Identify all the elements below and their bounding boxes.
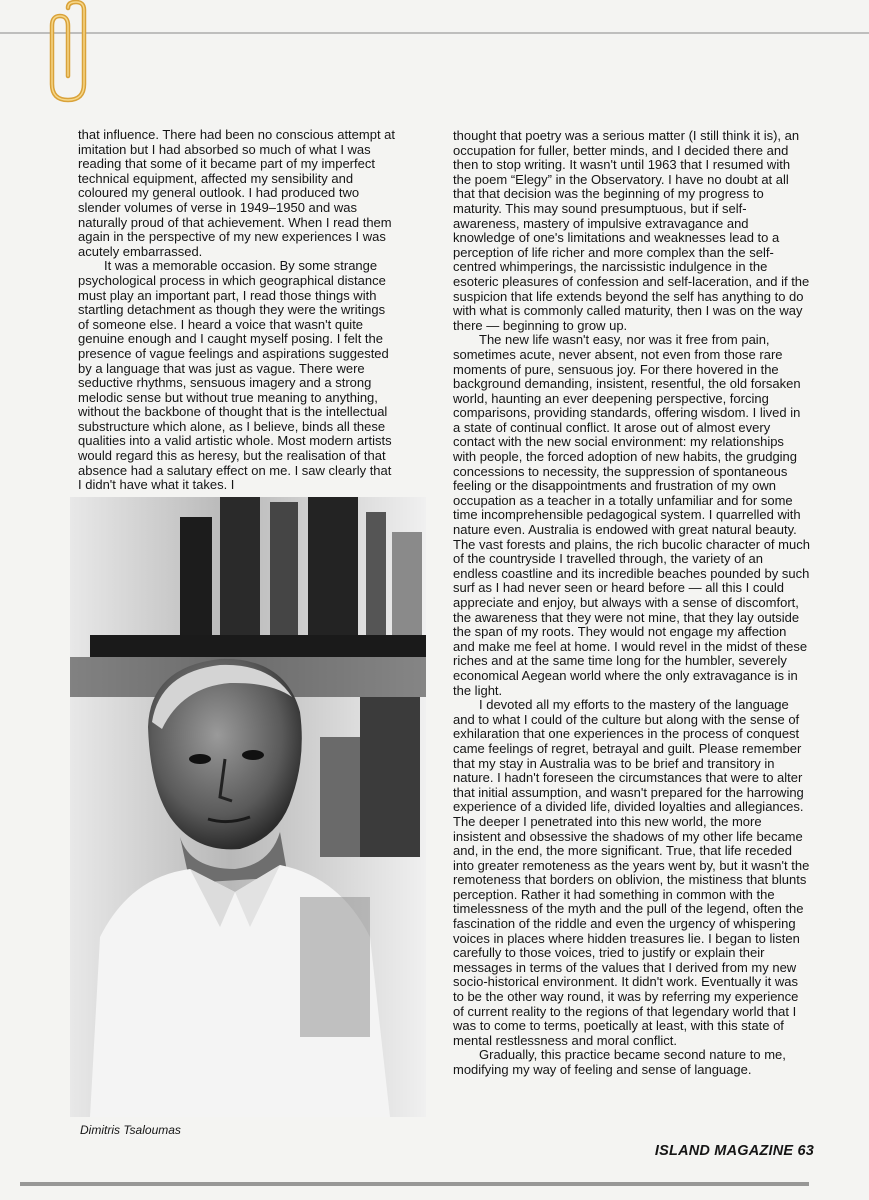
article-paragraph: I devoted all my efforts to the mastery of the language and to what I could of the culture but along with the sense of exhilaration that one experiences in the process of conquest came feelings of regret, betrayal and guilt. Please remember that my stay in Australia was to be brief and transitory in nature. I hadn't foreseen the circumstances that were to alter that initial assumption, and wasn't prepared for the harrowing experience of a divided life, divided loyalties and allegiances. The deeper I penetrated into this new world, the more insistent and obsessive the shadows of my other life became and, in the end, the more significant. True, that life receded into greater remoteness as the years went by, but it wasn't the remoteness that borders on oblivion, the mistiness that blunts perception. Rather it had something in common with the timelessness of the myth and the pull of the legend, often the fascination of the riddle and even the urgency of whispering voices in places where hidden treasures lie. I began to listen carefully to those voices, tried to justify or explain their messages in terms of the values that I derived from my new socio-historical environment. It didn't work. Eventually it was to be the other way round, it was by referring my experience of current reality to the regions of that legendary world that I was to come to terms, poetically at least, with this state of mental restlessness and moral conflict.: [453, 697, 810, 1048]
article-column-left: [78, 128, 396, 493]
article-column-right: [453, 129, 810, 1078]
scan-edge-top: [0, 32, 869, 34]
photo-caption: Dimitris Tsaloumas: [80, 1123, 181, 1137]
article-paragraph: The new life wasn't easy, nor was it free from pain, sometimes acute, never absent, not even from those rare moments of pure, sensuous joy. For there hovered in the background demanding, insistent, resentful, the old forsaken world, haunting an ever deepening perspective, forcing comparisons, providing standards, offering wisdom. I lived in a state of continual conflict. It arose out of almost every contact with the new social environment: my relationships with people, the forced adoption of new habits, the grudging concessions to necessity, the suppression of spontaneous feeling or the disappointments and frustration of my own occupation as a teacher in a totally unfamiliar and for some time incomprehensible pedagogical system. I quarrelled with nature even. Australia is endowed with great natural beauty. The vast forests and plains, the rich bucolic character of much of the countryside I travelled through, the variety of an endless coastline and its incredible beaches pounded by such surf as I had never seen or heard before — all this I could appreciate and enjoy, but always with a sense of discomfort, the awareness that they were not mine, that they lay outside the span of my roots. They would not engage my affection and make me feel at home. I would revel in the midst of these riches and at the same time long for the humbler, severely economical Aegean world where the only extravagance is in the light.: [453, 332, 810, 698]
article-paragraph: Gradually, this practice became second nature to me, modifying my way of feeling and sense of language.: [453, 1047, 786, 1077]
article-paragraph: thought that poetry was a serious matter (I still think it is), an occupation for fuller, better minds, and I decided there and then to stop writing. It wasn't until 1963 that I resumed with the poem “Elegy” in the Observatory. I have no doubt at all that that decision was the beginning of my progress to maturity. This may sound presumptuous, but if self-awareness, mastery of impulsive extravagance and knowledge of one's limitations and weaknesses lead to a perception of life richer and more complex than the self-centred whimperings, the narcissistic indulgence in the esoteric pleasures of confession and self-laceration, and if the suspicion that life extends beyond the self has anything to do with what is commonly called maturity, then I was on the way there — beginning to grow up.: [453, 128, 810, 333]
scan-edge-bottom: [20, 1182, 809, 1186]
paperclip-icon: [38, 0, 108, 110]
page-folio: ISLAND MAGAZINE 63: [654, 1143, 814, 1159]
article-paragraph: that influence. There had been no conscious attempt at imitation but I had absorbed so much of what I was reading that some of it became part of my imperfect technical equipment, affected my sensibility and coloured my general outlook. I had produced two slender volumes of verse in 1949–1950 and was naturally proud of that achievement. When I read them again in the perspective of my new experiences I was acutely embarrassed.: [78, 127, 396, 259]
author-photo: [70, 497, 426, 1117]
article-paragraph: It was a memorable occasion. By some strange psychological process in which geographical distance must play an important part, I read those things with startling detachment as though they were the writings of someone else. I heard a voice that wasn't quite genuine enough and I caught myself posing. I felt the presence of vague feelings and aspirations suggested by a language that was just as vague. There were seductive rhythms, sensuous imagery and a strong melodic sense but without true meaning to anything, without the backbone of thought that is the intellectual substructure which alone, as I believe, binds all these qualities into a valid artistic whole. Most modern artists would regard this as heresy, but the realisation of that absence had a salutary effect on me. I saw clearly that I didn't have what it takes. I: [78, 258, 392, 493]
